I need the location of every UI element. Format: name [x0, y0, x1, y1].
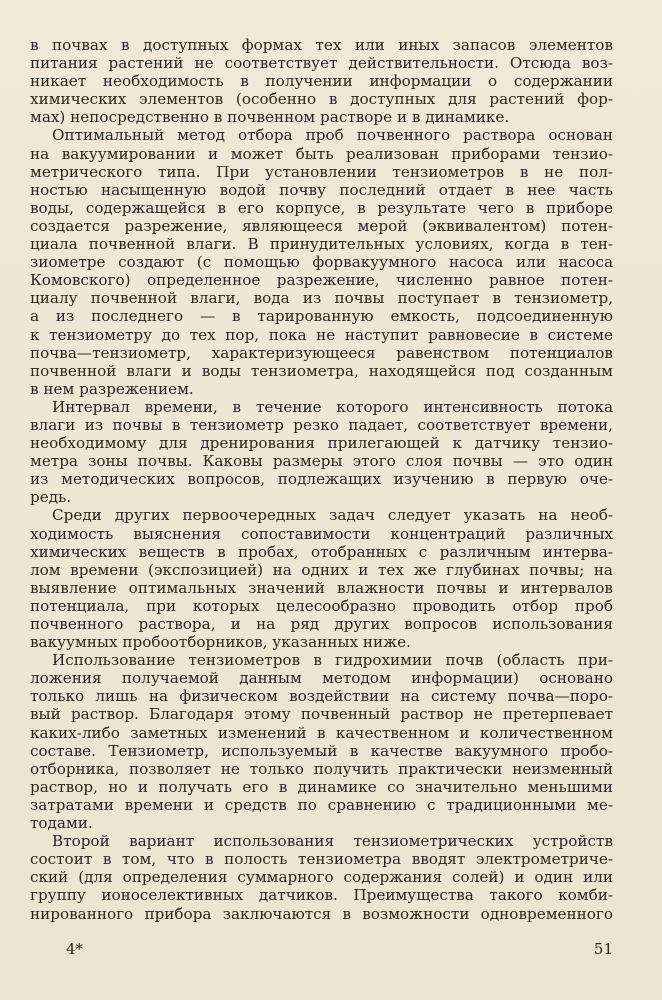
text-line: зиометре создают (с помощью форвакуумного насоса или насоса	[30, 253, 613, 272]
text-line: циала почвенной влаги. В принудительных условиях, когда в тен-	[30, 235, 613, 254]
text-line: Использование тензиометров в гидрохимии почв (область при-	[52, 651, 613, 670]
text-line: потенциала, при которых целесообразно проводить отбор проб	[30, 596, 613, 615]
text-line: тодами.	[30, 814, 93, 833]
page-footer	[30, 940, 613, 960]
text-line: редь.	[30, 488, 72, 507]
text-line: раствор, но и получать его в динамике со значительно меньшими	[30, 777, 613, 796]
text-line: лом времени (экспозицией) на одних и тех же глубинах почвы; на	[30, 560, 613, 579]
text-line: почва—тензиометр, характеризующееся равенством потенциалов	[30, 343, 613, 362]
text-line: затратами времени и средств по сравнению с традиционными ме-	[30, 795, 613, 814]
text-line: ский (для определения суммарного содержания солей) и один или	[30, 868, 613, 887]
text-line: почвенной влаги и воды тензиометра, находящейся под созданным	[30, 361, 613, 380]
text-line: ложения получаемой данным методом информации) основано	[30, 669, 613, 688]
text-line: ходимость выяснения сопоставимости концентраций различных	[30, 524, 613, 543]
text-line: вакуумных пробоотборников, указанных ниже.	[30, 633, 411, 652]
text-line: из методических вопросов, подлежащих изучению в первую оче-	[30, 470, 613, 489]
printer-signature-mark: 4*	[66, 940, 84, 958]
text-line: необходимому для дренирования прилегающей к датчику тензио-	[30, 434, 613, 453]
text-line: группу ионоселективных датчиков. Преимущества такого комби-	[30, 886, 613, 905]
text-line: в почвах в доступных формах тех или иных запасов элементов	[30, 36, 613, 54]
page-number: 51	[593, 940, 613, 958]
text-line: Интервал времени, в течение которого интенсивность потока	[52, 397, 613, 416]
text-line: питания растений не соответствует действительности. Отсюда воз-	[30, 54, 613, 73]
text-line: вый раствор. Благодаря этому почвенный раствор не претерпевает	[30, 705, 613, 724]
text-line: никает необходимость в получении информации о содержании	[30, 72, 613, 91]
text-line: составе. Тензиометр, используемый в качестве вакуумного пробо-	[30, 741, 613, 760]
text-line: выявление оптимальных значений влажности почвы и интервалов	[30, 578, 613, 597]
text-line: Оптимальный метод отбора проб почвенного раствора основан	[52, 126, 613, 145]
text-line: воды, содержащейся в его корпусе, в результате чего в приборе	[30, 198, 613, 217]
text-line: только лишь на физическом воздействии на систему почва—поро-	[30, 687, 613, 706]
text-line: на вакуумировании и может быть реализован приборами тензио-	[30, 144, 613, 163]
text-line: создается разрежение, являющееся мерой (эквивалентом) потен-	[30, 216, 613, 235]
text-line: Среди других первоочередных задач следует указать на необ-	[52, 506, 613, 525]
text-line: ностью насыщенную водой почву последний отдает в нее часть	[30, 180, 613, 199]
text-line: мах) непосредственно в почвенном растворе и в динамике.	[30, 108, 510, 127]
text-line: метрического типа. При установлении тензиометров в не пол-	[30, 162, 613, 181]
text-line: циалу почвенной влаги, вода из почвы поступает в тензиометр,	[30, 289, 613, 308]
text-line: каких-либо заметных изменений в качественном и количественном	[30, 723, 613, 742]
text-line: нированного прибора заключаются в возможности одновременного	[30, 904, 613, 923]
text-line: в нем разрежением.	[30, 379, 194, 398]
text-line: состоит в том, что в полость тензиометра вводят электрометриче-	[30, 850, 613, 869]
body-text	[30, 36, 613, 923]
text-line: отборника, позволяет не только получить практически неизменный	[30, 759, 613, 778]
text-line: химических элементов (особенно в доступных для растений фор-	[30, 90, 613, 109]
text-line: влаги из почвы в тензиометр резко падает, соответствует времени,	[30, 415, 613, 434]
text-line: а из последнего — в тарированную емкость, подсоединенную	[30, 307, 613, 326]
text-line: Второй вариант использования тензиометрических устройств	[52, 832, 613, 851]
text-line: метра зоны почвы. Каковы размеры этого слоя почвы — это один	[30, 452, 613, 471]
text-line: Комовского) определенное разрежение, численно равное потен-	[30, 271, 613, 290]
text-line: почвенного раствора, и на ряд других вопросов использования	[30, 615, 613, 633]
text-line: к тензиометру до тех пор, пока не наступит равновесие в системе	[30, 325, 613, 344]
text-line: химических веществ в пробах, отобранных с различным интерва-	[30, 542, 613, 561]
